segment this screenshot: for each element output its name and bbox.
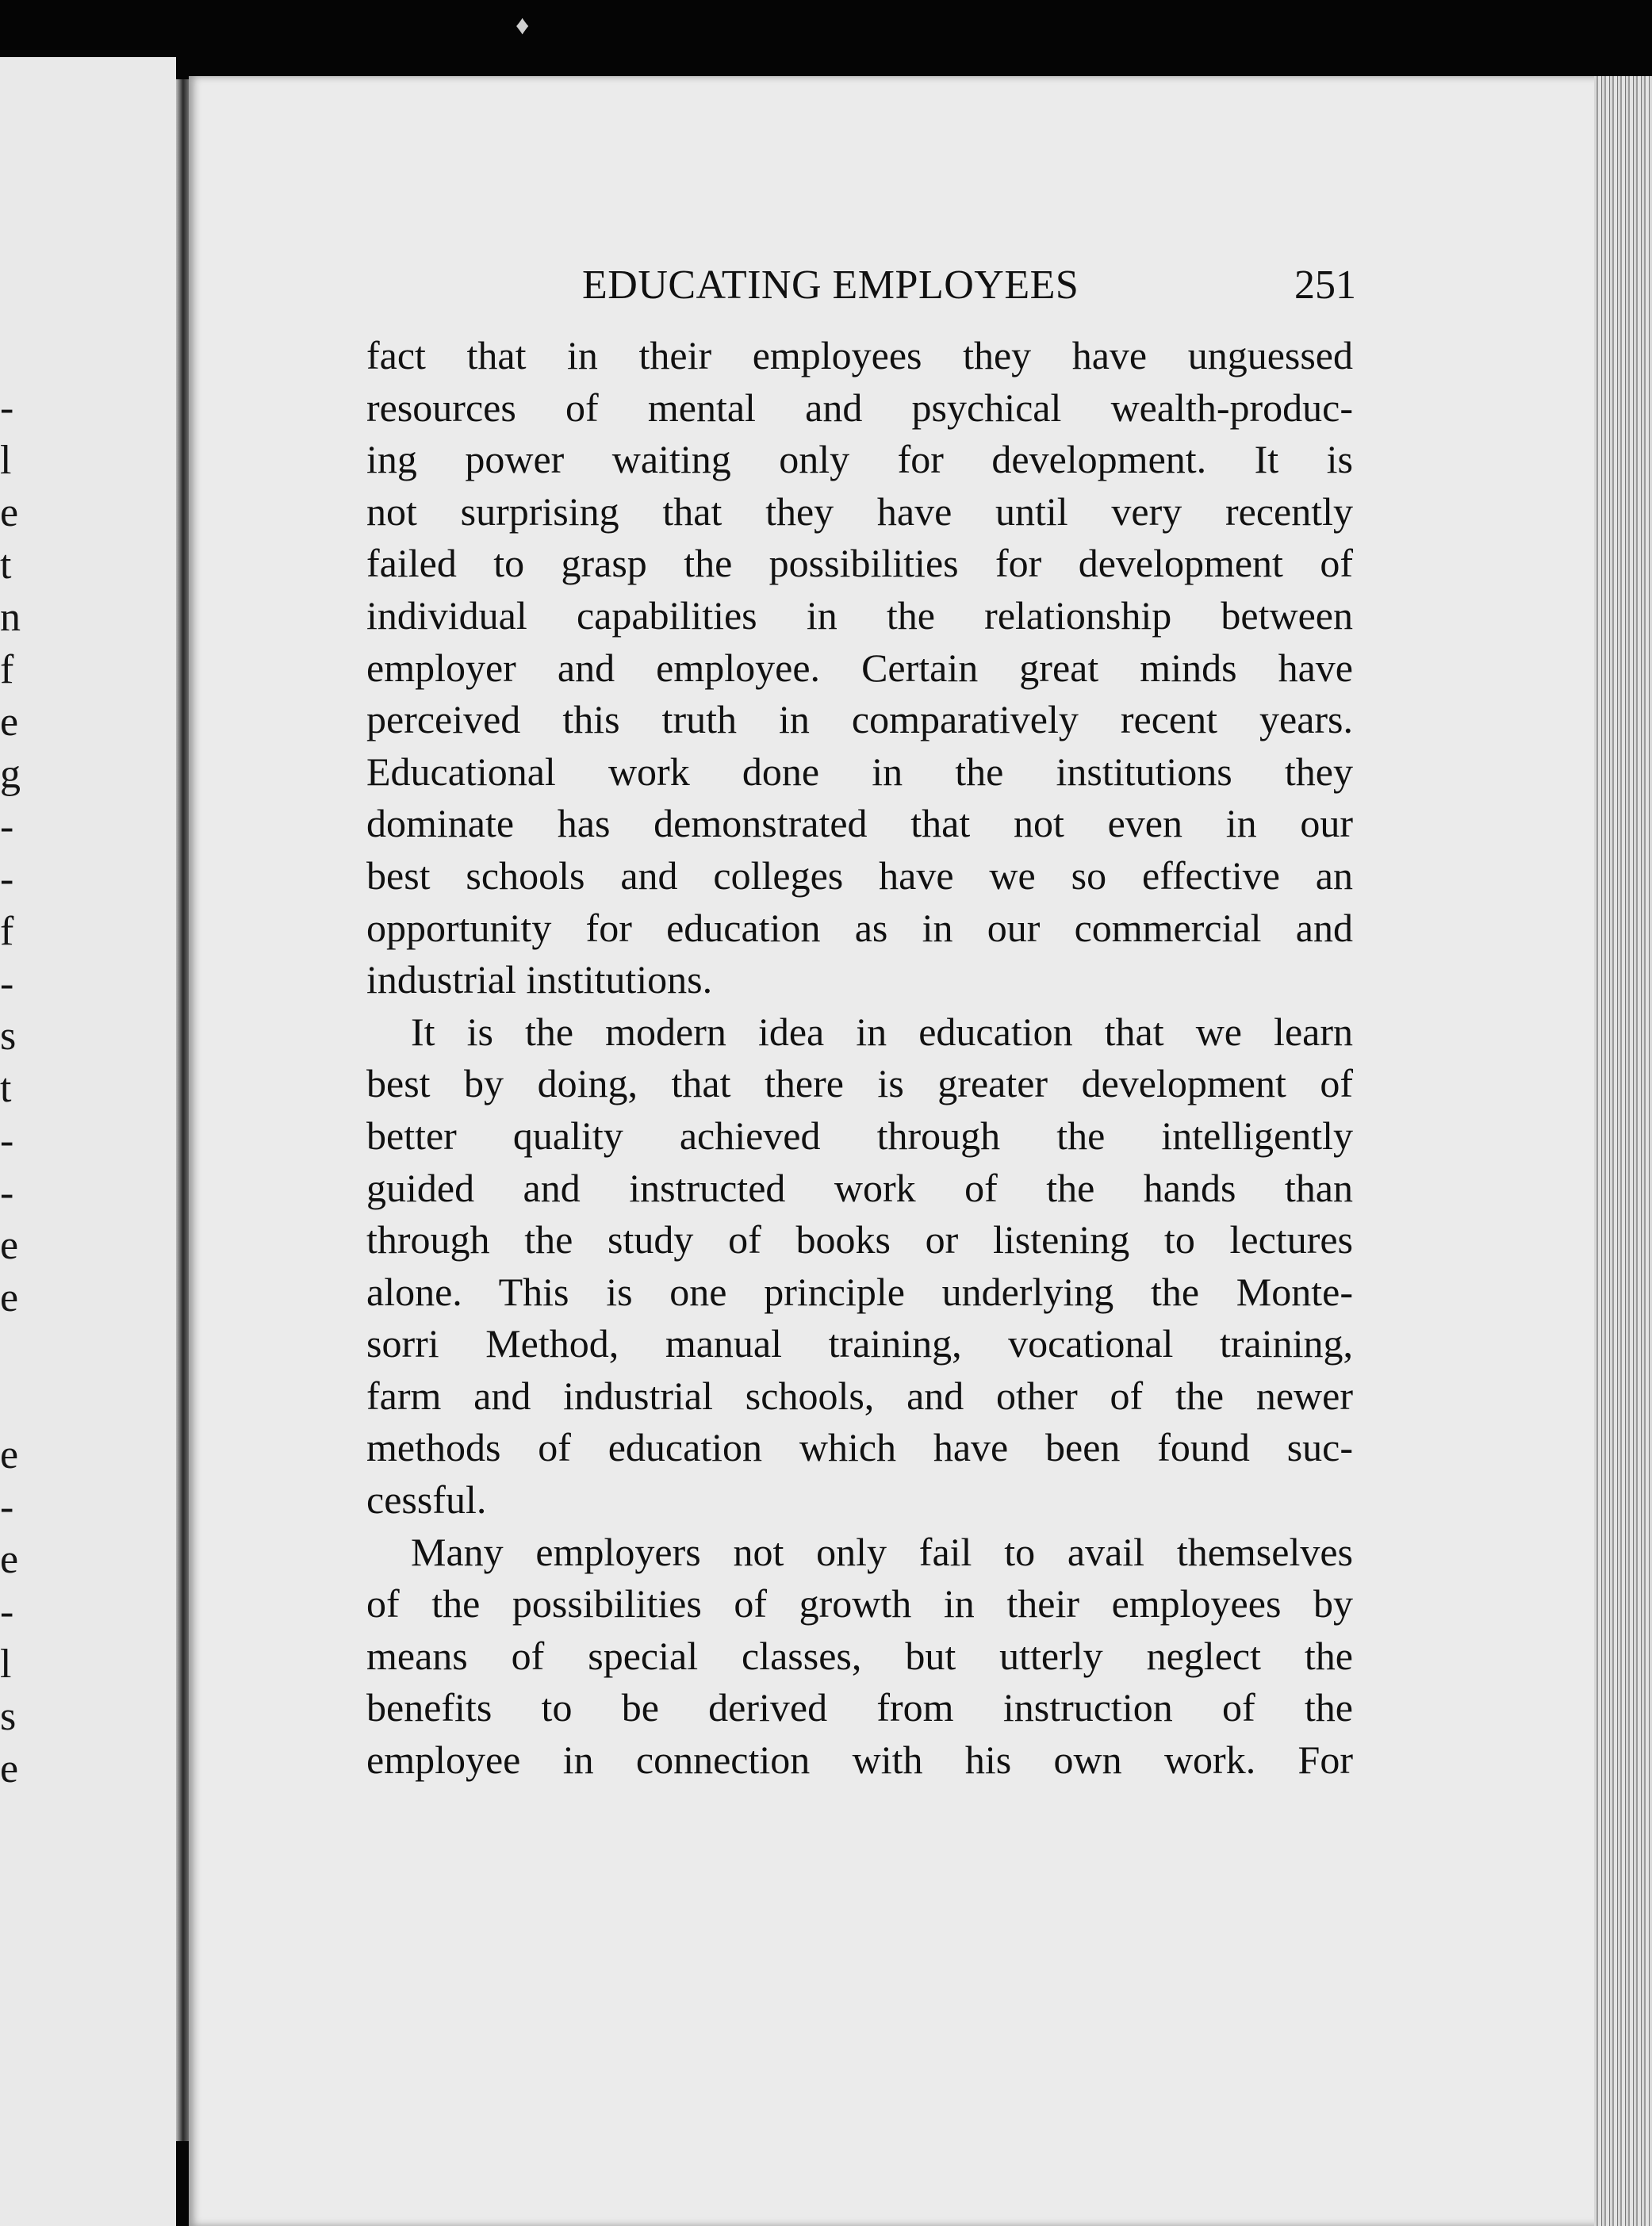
fragment: e xyxy=(0,490,19,535)
text-line: Educational work done in the institutions they xyxy=(366,749,1353,794)
text-line: resources of mental and psychical wealth-produc- xyxy=(366,385,1353,430)
page-stack-edge xyxy=(1594,76,1652,2226)
text-line: cessful. xyxy=(366,1477,487,1523)
fragment xyxy=(0,1377,32,1429)
fragment: e xyxy=(0,699,19,745)
book-gutter xyxy=(176,79,189,2141)
text-line: employee in connection with his own work. For xyxy=(366,1738,1353,1783)
fragment: e xyxy=(0,1746,19,1791)
fragment: n xyxy=(0,595,21,640)
fragment: - xyxy=(0,1485,14,1530)
text-line: best schools and colleges have we so effective an xyxy=(366,852,1353,898)
fragment xyxy=(0,1324,32,1377)
fragment: f xyxy=(0,647,14,692)
page-number: 251 xyxy=(1294,262,1356,308)
text-line: methods of education which have been found suc- xyxy=(366,1425,1353,1470)
fragment: g xyxy=(0,752,21,797)
text-line: benefits to be derived from instruction of the xyxy=(366,1685,1353,1730)
previous-page-text-fragments xyxy=(0,382,32,1795)
scan-artifact-mark: ♦ xyxy=(516,11,530,40)
fragment: l xyxy=(0,438,12,483)
fragment: s xyxy=(0,1013,17,1059)
text-line: industrial institutions. xyxy=(366,957,713,1002)
running-head xyxy=(366,262,1356,309)
text-line: It is the modern idea in education that we learn xyxy=(411,1009,1353,1054)
fragment: t xyxy=(0,1066,12,1111)
fragment: - xyxy=(0,1118,14,1163)
paragraph xyxy=(366,1527,1353,1787)
text-line: best by doing, that there is greater development of xyxy=(366,1061,1353,1106)
fragment: s xyxy=(0,1694,17,1739)
text-line: not surprising that they have until very recently xyxy=(366,488,1353,534)
text-line: of the possibilities of growth in their employees by xyxy=(366,1581,1353,1626)
fragment: e xyxy=(0,1223,19,1268)
fragment: e xyxy=(0,1432,19,1477)
body-text xyxy=(366,330,1353,1787)
previous-page-edge xyxy=(0,57,176,2226)
fragment: l xyxy=(0,1642,12,1687)
text-line: perceived this truth in comparatively recent years. xyxy=(366,697,1353,742)
text-line: opportunity for education as in our commercial and xyxy=(366,905,1353,950)
text-line: ing power waiting only for development. It is xyxy=(366,437,1353,482)
fragment: - xyxy=(0,1589,14,1634)
text-line: failed to grasp the possibilities for development of xyxy=(366,541,1353,586)
text-line: guided and instructed work of the hands than xyxy=(366,1165,1353,1210)
text-line: means of special classes, but utterly neglect the xyxy=(366,1633,1353,1678)
fragment: - xyxy=(0,385,14,431)
text-line: dominate has demonstrated that not even in our xyxy=(366,801,1353,846)
text-line: fact that in their employees they have unguessed xyxy=(366,333,1353,377)
fragment: - xyxy=(0,961,14,1006)
text-line: alone. This is one principle underlying the Monte- xyxy=(366,1269,1353,1314)
paragraph xyxy=(366,1006,1353,1527)
text-line: farm and industrial schools, and other of the newer xyxy=(366,1373,1353,1418)
text-line: Many employers not only fail to avail themselves xyxy=(411,1529,1353,1574)
fragment: t xyxy=(0,542,12,588)
text-line: through the study of books or listening to lectures xyxy=(366,1217,1353,1262)
fragment: f xyxy=(0,909,14,954)
text-line: sorri Method, manual training, vocational training, xyxy=(366,1321,1353,1366)
fragment: e xyxy=(0,1275,19,1320)
text-line: individual capabilities in the relationship between xyxy=(366,592,1353,638)
fragment: - xyxy=(0,856,14,902)
fragment: - xyxy=(0,1170,14,1216)
paragraph xyxy=(366,330,1353,1006)
text-line: better quality achieved through the intelligently xyxy=(366,1113,1353,1158)
page-title: EDUCATING EMPLOYEES xyxy=(582,262,1079,308)
text-line: employer and employee. Certain great minds have xyxy=(366,645,1353,690)
fragment: - xyxy=(0,804,14,849)
fragment: e xyxy=(0,1537,19,1582)
